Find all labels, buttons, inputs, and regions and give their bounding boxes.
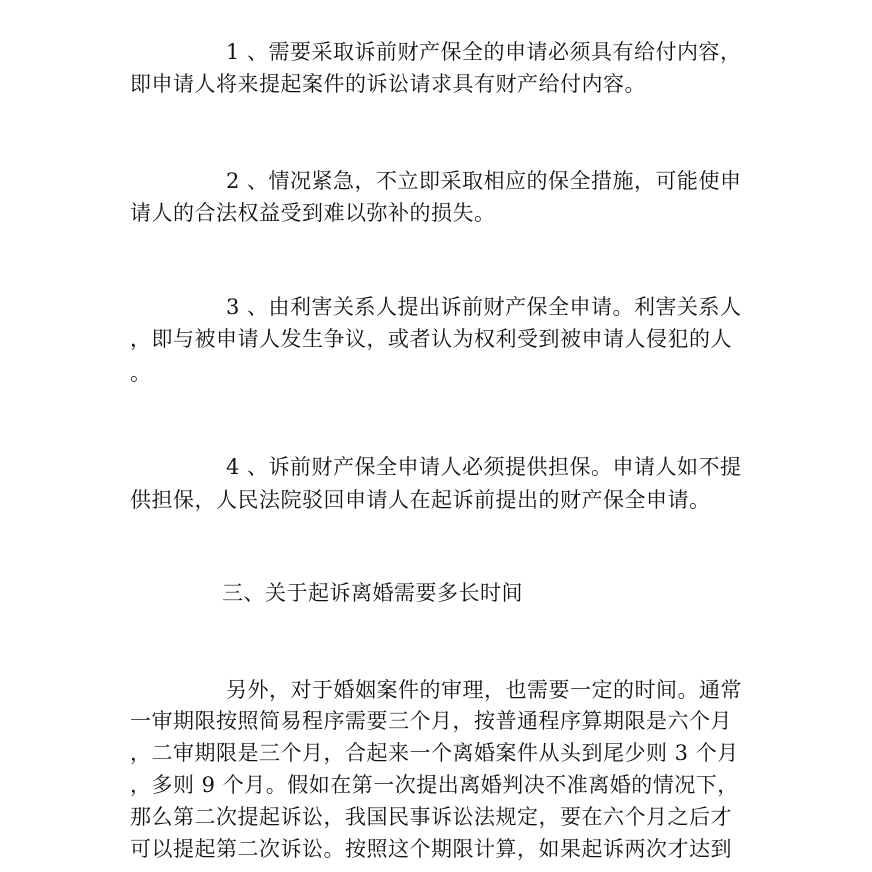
para2-line1: 2 、情况紧急，不立即采取相应的保全措施，可能使申 — [226, 169, 742, 193]
para5-line5: 那么第二次提起诉讼，我国民事诉讼法规定，要在六个月之后才 — [130, 805, 732, 829]
para5-line3: ，二审期限是三个月，合起来一个离婚案件从头到尾少则 3 个月 — [130, 741, 739, 765]
para3-line1: 3 、由利害关系人提出诉前财产保全申请。利害关系人 — [226, 295, 742, 319]
para4-line2: 供担保，人民法院驳回申请人在起诉前提出的财产保全申请。 — [130, 488, 711, 512]
para3-line2: ，即与被申请人发生争议，或者认为权利受到被申请人侵犯的人 — [130, 327, 732, 351]
section-heading: 三、关于起诉离婚需要多长时间 — [222, 581, 523, 605]
para5-line2: 一审期限按照简易程序需要三个月，按普通程序算期限是六个月 — [130, 709, 732, 733]
para3-line3: 。 — [130, 361, 152, 385]
para5-line4: ，多则 9 个月。假如在第一次提出离婚判决不准离婚的情况下， — [130, 773, 739, 797]
para5-line6: 可以提起第二次诉讼。按照这个期限计算，如果起诉两次才达到 — [130, 837, 732, 861]
para1-line2: 即申请人将来提起案件的诉讼请求具有财产给付内容。 — [130, 72, 646, 96]
para4-line1: 4 、诉前财产保全申请人必须提供担保。申请人如不提 — [226, 455, 742, 479]
para1-line1: 1 、需要采取诉前财产保全的申请必须具有给付内容， — [226, 40, 742, 64]
para2-line2: 请人的合法权益受到难以弥补的损失。 — [130, 201, 496, 225]
para5-line1: 另外，对于婚姻案件的审理，也需要一定的时间。通常 — [226, 678, 742, 702]
